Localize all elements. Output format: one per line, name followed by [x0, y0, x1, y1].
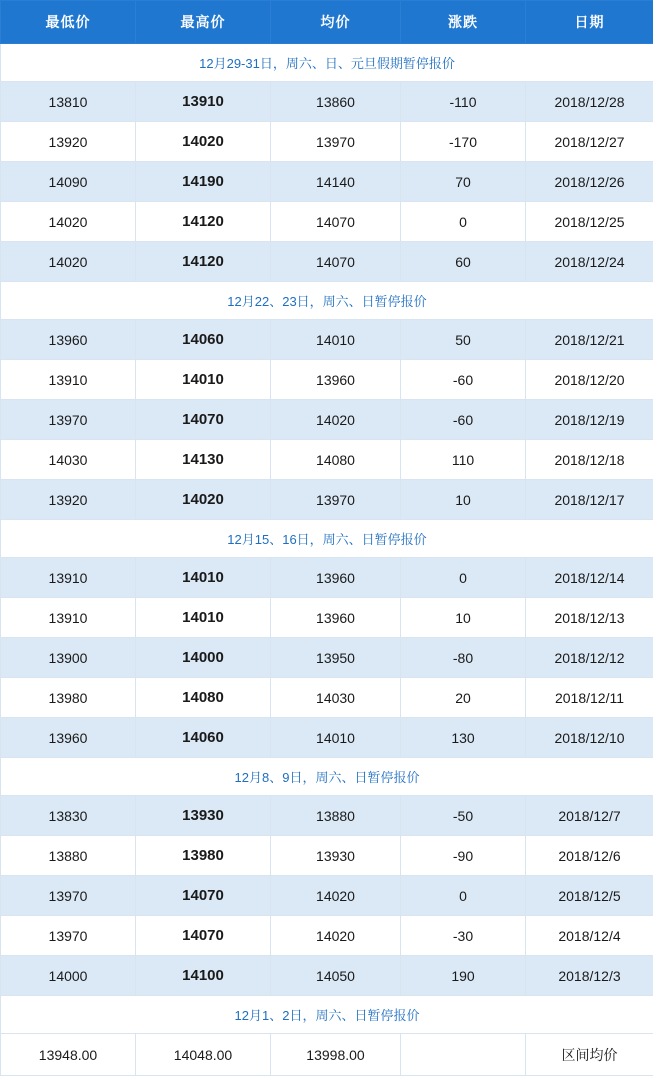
cell-average: 13960: [271, 360, 401, 400]
cell-change: -30: [401, 916, 526, 956]
cell-change: -50: [401, 796, 526, 836]
cell-high: 14100: [136, 956, 271, 996]
cell-average: 13960: [271, 558, 401, 598]
cell-high: 14010: [136, 360, 271, 400]
cell-change: 130: [401, 718, 526, 758]
cell-high: 14070: [136, 916, 271, 956]
cell-low: 13970: [1, 876, 136, 916]
cell-date: 2018/12/12: [526, 638, 653, 678]
column-header-low: 最低价: [1, 1, 136, 44]
cell-change: -170: [401, 122, 526, 162]
table-note-row: [1, 520, 653, 558]
table-note-row: [1, 758, 653, 796]
table-row: [1, 480, 653, 520]
cell-date: 2018/12/3: [526, 956, 653, 996]
cell-average: 13960: [271, 598, 401, 638]
cell-change: -60: [401, 360, 526, 400]
cell-change: 10: [401, 480, 526, 520]
cell-low: 13900: [1, 638, 136, 678]
table-row: [1, 400, 653, 440]
cell-change: 20: [401, 678, 526, 718]
cell-low: 13970: [1, 916, 136, 956]
cell-change: 60: [401, 242, 526, 282]
cell-low: 14030: [1, 440, 136, 480]
cell-high: 14190: [136, 162, 271, 202]
cell-average: 14030: [271, 678, 401, 718]
cell-date: 2018/12/17: [526, 480, 653, 520]
cell-change: 190: [401, 956, 526, 996]
cell-average: 13930: [271, 836, 401, 876]
cell-high: 14010: [136, 598, 271, 638]
cell-change: -80: [401, 638, 526, 678]
summary-average: 13998.00: [271, 1034, 401, 1076]
cell-average: 14070: [271, 202, 401, 242]
table-note-row: [1, 44, 653, 82]
cell-average: 14020: [271, 400, 401, 440]
cell-date: 2018/12/20: [526, 360, 653, 400]
table-row: [1, 558, 653, 598]
cell-average: 14020: [271, 876, 401, 916]
table-row: [1, 718, 653, 758]
summary-low: 13948.00: [1, 1034, 136, 1076]
cell-high: 14080: [136, 678, 271, 718]
cell-high: 14060: [136, 320, 271, 360]
cell-date: 2018/12/27: [526, 122, 653, 162]
cell-change: -90: [401, 836, 526, 876]
cell-low: 13910: [1, 598, 136, 638]
cell-high: 14120: [136, 242, 271, 282]
header-row: [1, 1, 653, 44]
cell-high: 14070: [136, 400, 271, 440]
cell-low: 14020: [1, 242, 136, 282]
cell-date: 2018/12/6: [526, 836, 653, 876]
cell-change: 110: [401, 440, 526, 480]
table-row: [1, 638, 653, 678]
table-header: [1, 1, 653, 44]
cell-date: 2018/12/5: [526, 876, 653, 916]
table-row: [1, 678, 653, 718]
cell-high: 14020: [136, 122, 271, 162]
cell-high: 13910: [136, 82, 271, 122]
cell-low: 13910: [1, 360, 136, 400]
cell-average: 14020: [271, 916, 401, 956]
table-row: [1, 440, 653, 480]
cell-date: 2018/12/11: [526, 678, 653, 718]
cell-low: 13970: [1, 400, 136, 440]
table-row: [1, 162, 653, 202]
table-row: [1, 242, 653, 282]
cell-low: 13920: [1, 480, 136, 520]
table-row: [1, 82, 653, 122]
cell-average: 13970: [271, 480, 401, 520]
table-body: [1, 44, 653, 1076]
table-row: [1, 122, 653, 162]
cell-change: 10: [401, 598, 526, 638]
note-text: 12月1、2日，周六、日暂停报价: [1, 996, 653, 1034]
cell-average: 14070: [271, 242, 401, 282]
cell-high: 14010: [136, 558, 271, 598]
cell-low: 13960: [1, 320, 136, 360]
note-text: 12月29-31日，周六、日、元旦假期暂停报价: [1, 44, 653, 82]
cell-high: 13980: [136, 836, 271, 876]
cell-change: 70: [401, 162, 526, 202]
cell-date: 2018/12/26: [526, 162, 653, 202]
note-text: 12月8、9日，周六、日暂停报价: [1, 758, 653, 796]
cell-average: 14010: [271, 320, 401, 360]
cell-low: 13830: [1, 796, 136, 836]
cell-low: 13910: [1, 558, 136, 598]
cell-average: 13880: [271, 796, 401, 836]
cell-average: 14050: [271, 956, 401, 996]
cell-average: 13860: [271, 82, 401, 122]
cell-low: 14090: [1, 162, 136, 202]
summary-high: 14048.00: [136, 1034, 271, 1076]
cell-change: 0: [401, 202, 526, 242]
table-summary-row: [1, 1034, 653, 1076]
cell-date: 2018/12/7: [526, 796, 653, 836]
table-row: [1, 598, 653, 638]
cell-high: 14120: [136, 202, 271, 242]
cell-date: 2018/12/18: [526, 440, 653, 480]
cell-low: 14000: [1, 956, 136, 996]
cell-average: 14140: [271, 162, 401, 202]
cell-average: 13950: [271, 638, 401, 678]
cell-date: 2018/12/25: [526, 202, 653, 242]
column-header-high: 最高价: [136, 1, 271, 44]
cell-high: 14130: [136, 440, 271, 480]
summary-label: 区间均价: [526, 1034, 653, 1076]
cell-change: 0: [401, 876, 526, 916]
cell-date: 2018/12/10: [526, 718, 653, 758]
table-row: [1, 202, 653, 242]
cell-low: 14020: [1, 202, 136, 242]
cell-low: 13960: [1, 718, 136, 758]
cell-average: 13970: [271, 122, 401, 162]
table-row: [1, 836, 653, 876]
cell-average: 14010: [271, 718, 401, 758]
cell-low: 13980: [1, 678, 136, 718]
cell-change: 50: [401, 320, 526, 360]
cell-high: 14070: [136, 876, 271, 916]
cell-average: 14080: [271, 440, 401, 480]
cell-date: 2018/12/19: [526, 400, 653, 440]
cell-date: 2018/12/13: [526, 598, 653, 638]
column-header-date: 日期: [526, 1, 653, 44]
table-note-row: [1, 996, 653, 1034]
table-row: [1, 320, 653, 360]
cell-date: 2018/12/28: [526, 82, 653, 122]
table-row: [1, 796, 653, 836]
cell-change: 0: [401, 558, 526, 598]
table-note-row: [1, 282, 653, 320]
cell-date: 2018/12/4: [526, 916, 653, 956]
cell-high: 14000: [136, 638, 271, 678]
table-row: [1, 360, 653, 400]
note-text: 12月15、16日，周六、日暂停报价: [1, 520, 653, 558]
note-text: 12月22、23日，周六、日暂停报价: [1, 282, 653, 320]
cell-high: 14020: [136, 480, 271, 520]
table-row: [1, 876, 653, 916]
cell-low: 13880: [1, 836, 136, 876]
cell-low: 13810: [1, 82, 136, 122]
cell-high: 14060: [136, 718, 271, 758]
cell-date: 2018/12/21: [526, 320, 653, 360]
cell-date: 2018/12/24: [526, 242, 653, 282]
cell-change: -60: [401, 400, 526, 440]
column-header-average: 均价: [271, 1, 401, 44]
table-row: [1, 956, 653, 996]
cell-high: 13930: [136, 796, 271, 836]
cell-change: -110: [401, 82, 526, 122]
cell-date: 2018/12/14: [526, 558, 653, 598]
summary-change: [401, 1034, 526, 1076]
cell-low: 13920: [1, 122, 136, 162]
table-row: [1, 916, 653, 956]
column-header-change: 涨跌: [401, 1, 526, 44]
